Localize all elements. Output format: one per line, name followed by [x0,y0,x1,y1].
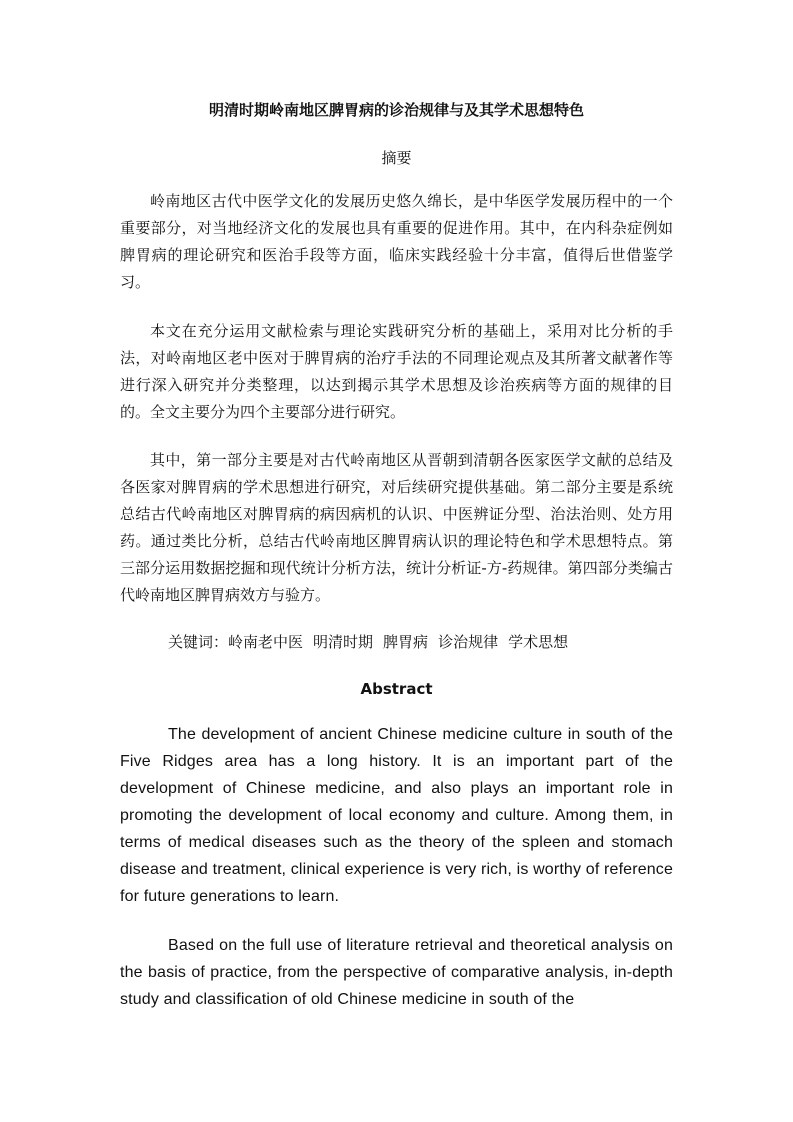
keyword: 学术思想 [508,633,569,651]
keywords-line [168,629,673,656]
abstract-cn-paragraph-2: 本文在充分运用文献检索与理论实践研究分析的基础上，采用对比分析的手法，对岭南地区老中医对于脾胃病的治疗手法的不同理论观点及其所著文献著作等进行深入研究并分类整理，以达到揭示其学术思想及诊治疾病等方面的规律的目的。全文主要分为四个主要部分进行研究。 [120,322,673,421]
abstract-cn-paragraph-1: 岭南地区古代中医学文化的发展历史悠久绵长，是中华医学发展历程中的一个重要部分，对当地经济文化的发展也具有重要的促进作用。其中，在内科杂症例如脾胃病的理论研究和医治手段等方面，临床实践经验十分丰富，值得后世借鉴学习。 [120,192,673,291]
document-title: 明清时期岭南地区脾胃病的诊治规律与及其学术思想特色 [208,101,584,119]
keyword: 脾胃病 [383,633,429,651]
abstract-cn-paragraph-3: 其中，第一部分主要是对古代岭南地区从晋朝到清朝各医家医学文献的总结及各医家对脾胃病的学术思想进行研究，对后续研究提供基础。第二部分主要是系统总结古代岭南地区对脾胃病的病因病机的认识、中医辨证分型、治法治则、处方用药。通过类比分析，总结古代岭南地区脾胃病认识的理论特色和学术思想特点。第三部分运用数据挖掘和现代统计分析方法，统计分析证-方-药规律。第四部分类编古代岭南地区脾胃病效方与验方。 [120,451,673,604]
abstract-cn-heading: 摘要 [381,149,412,167]
keywords-label: 关键词： [168,633,229,651]
keyword: 岭南老中医 [228,633,304,651]
keyword: 诊治规律 [438,633,499,651]
abstract-en-paragraph-2: Based on the full use of literature retrieval and theoretical analysis on the basis of practice, from the perspective of comparative analysis, in-depth study and classification of old Chinese medicine in south of the [120,937,673,1008]
abstract-en-paragraph-1: The development of ancient Chinese medicine culture in south of the Five Ridges area has a long history. It is an important part of the development of Chinese medicine, and also plays an important role in promoting the development of local economy and culture. Among them, in terms of medical diseases such as the theory of the spleen and stomach disease and treatment, clinical experience is very rich, is worthy of reference for future generations to learn. [120,726,673,905]
abstract-en-heading: Abstract [360,680,433,698]
keyword: 明清时期 [313,633,374,651]
